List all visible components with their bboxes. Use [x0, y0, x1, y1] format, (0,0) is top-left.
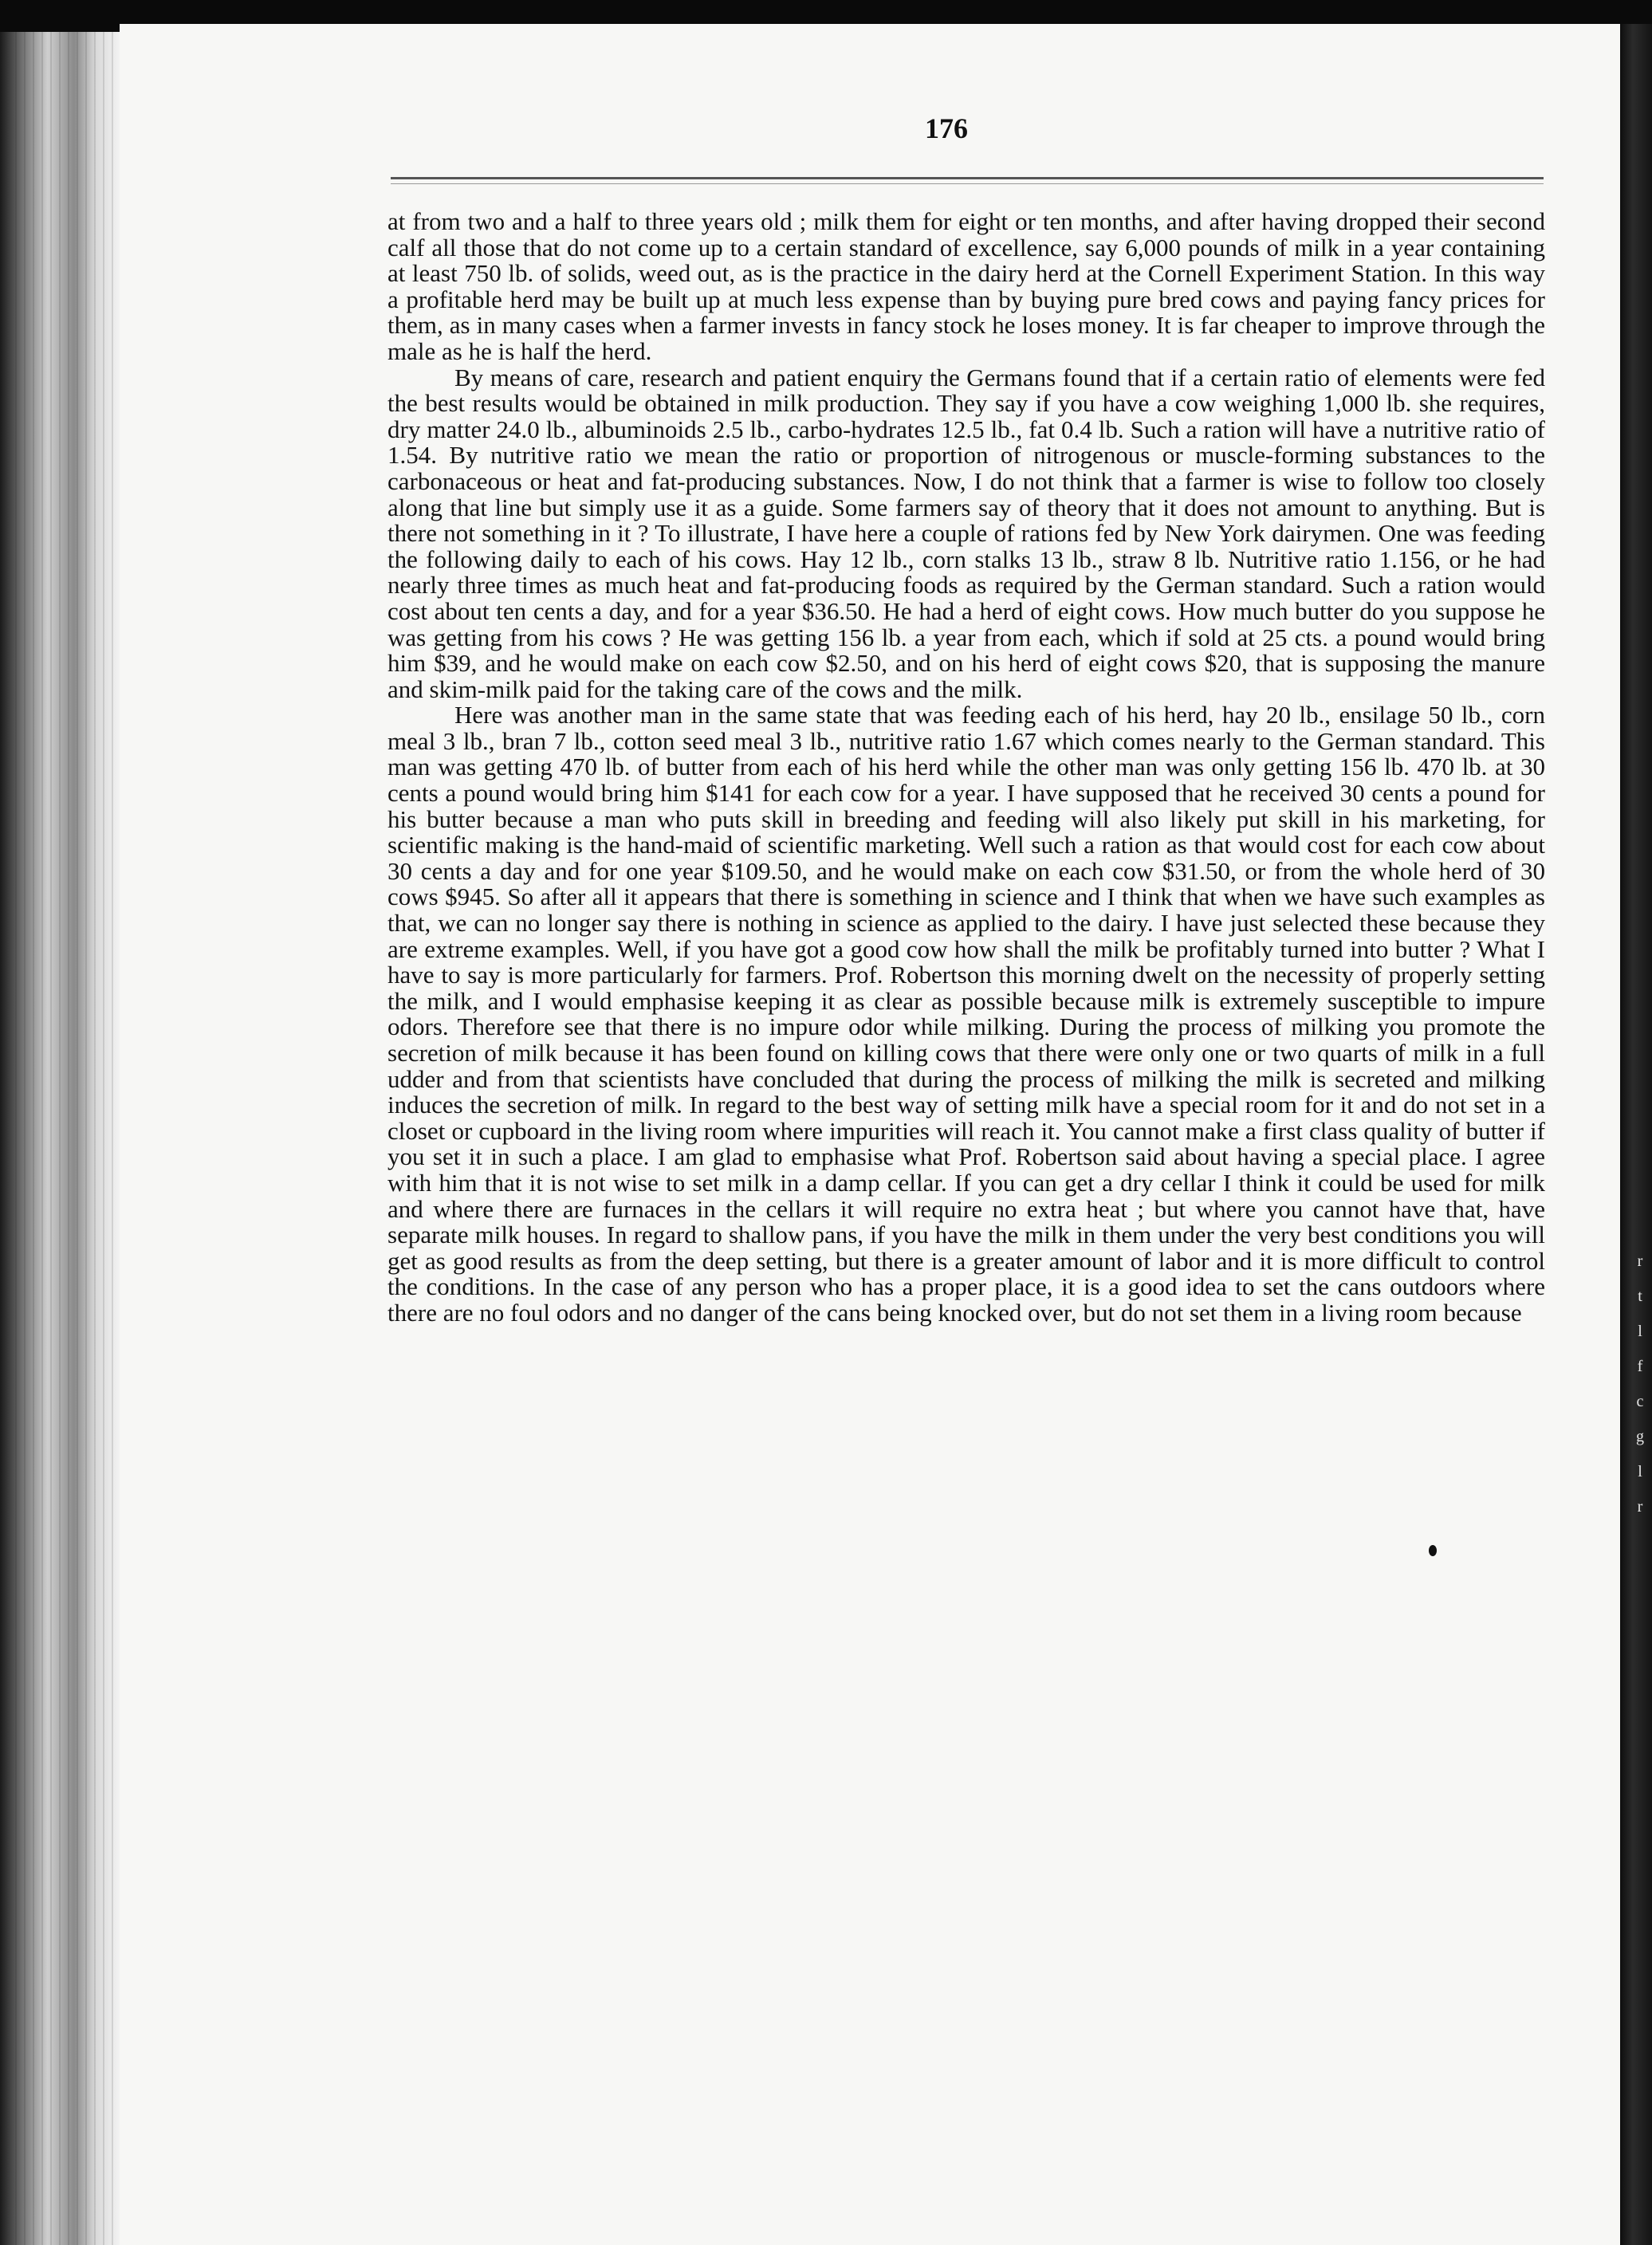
paragraph-2: By means of care, research and patient enquiry the Germans found that if a certain ratio of elements were fed the best results would be obtained in milk production. They say if you have a cow weighing 1,000 lb. she requires, dry matter 24.0 lb., albuminoids 2.5 lb., carbo-hydrates 12.5 lb., fat 0.4 lb. Such a ration will have a nutritive ratio of 1.54. By nutritive ratio we mean the ratio or proportion of nitrogenous or muscle-forming substances to the carbonaceous or heat and fat-producing substances. Now, I do not think that a farmer is wise to follow too closely along that line but simply use it as a guide. Some farmers say of theory that it does not amount to anything. But is there not something in it ? To illustrate, I have here a couple of rations fed by New York dairymen. One was feeding the following daily to each of his cows. Hay 12 lb., corn stalks 13 lb., straw 8 lb. Nutritive ratio 1.156, or he had nearly three times as much heat and fat-producing foods as required by the German standard. Such a ration would cost about ten cents a day, and for a year $36.50. He had a herd of eight cows. How much butter do you suppose he was getting from his cows ? He was getting 156 lb. a year from each, which if sold at 25 cts. a pound would bring him $39, and he would make on each cow $2.50, and on his herd of eight cows $20, that is supposing the manure and skim-milk paid for the taking care of the cows and the milk. [387, 363, 1545, 703]
right-page-edge [1620, 24, 1652, 2245]
page-number: 176 [925, 112, 968, 144]
header-rule [391, 177, 1544, 179]
paragraph-1: at from two and a half to three years old ; milk them for eight or ten months, and after having dropped their second calf all those that do not come up to a certain standard of excellence, say 6,000 pounds of milk in a year containing at least 750 lb. of solids, weed out, as is the practice in the dairy herd at the Cornell Experiment Station. In this way a profitable herd may be built up at much less expense than by buying pure bred cows and paying fancy prices for them, as in many cases when a farmer invests in fancy stock he loses money. It is far cheaper to improve through the male as he is half the herd. [387, 207, 1545, 365]
body-text [387, 209, 1545, 1327]
facing-page-edge-letters: r t l f c g l r [1636, 1252, 1644, 1516]
ink-dot-mark [1429, 1545, 1437, 1556]
header-rule-thin [391, 183, 1544, 184]
paragraph-3: Here was another man in the same state that was feeding each of his herd, hay 20 lb., ensilage 50 lb., corn meal 3 lb., bran 7 lb., cotton seed meal 3 lb., nutritive ratio 1.67 which comes nearly to the German standard. This man was getting 470 lb. of butter from each of his herd while the other man was only getting 156 lb. 470 lb. at 30 cents a pound would bring him $141 for each cow for a year. I have supposed that he received 30 cents a pound for his butter because a man who puts skill in breeding and feeding will also likely put skill in his marketing, for scientific making is the hand-maid of scientific marketing. Well such a ration as that would cost for each cow about 30 cents a day and for one year $109.50, and he would make on each cow $31.50, or from the whole herd of 30 cows $945. So after all it appears that there is something in science and I think that when we have such examples as that, we can no longer say there is nothing in science as applied to the dairy. I have just selected these because they are extreme examples. Well, if you have got a good cow how shall the milk be profitably turned into butter ? What I have to say is more particularly for farmers. Prof. Robertson this morning dwelt on the necessity of properly setting the milk, and I would emphasise keeping it as clear as possible because milk is extremely susceptible to impure odors. Therefore see that there is no impure odor while milking. During the process of milking you promote the secretion of milk because it has been found on killing cows that there were only one or two quarts of milk in a full udder and from that scientists have concluded that during the process of milking the milk is secreted and milking induces the secretion of milk. In regard to the best way of setting milk have a special room for it and do not set in a closet or cupboard in the living room where impurities will reach it. You cannot make a first class quality of butter if you set it in such a place. I am glad to emphasise what Prof. Robertson said about having a special place. I agree with him that it is not wise to set milk in a damp cellar. If you can get a dry cellar I think it could be used for milk and where there are furnaces in the cellars it will require no extra heat ; but where you cannot have that, have separate milk houses. In regard to shallow pans, if you have the milk in them under the very best conditions you will get as good results as from the deep setting, but there is a greater amount of labor and it is more difficult to control the conditions. In the case of any person who has a proper place, it is a good idea to set the cans outdoors where there are no foul odors and no danger of the cans being knocked over, but do not set them in a living room because [387, 701, 1545, 1327]
book-gutter-page-edges [8, 32, 120, 2245]
